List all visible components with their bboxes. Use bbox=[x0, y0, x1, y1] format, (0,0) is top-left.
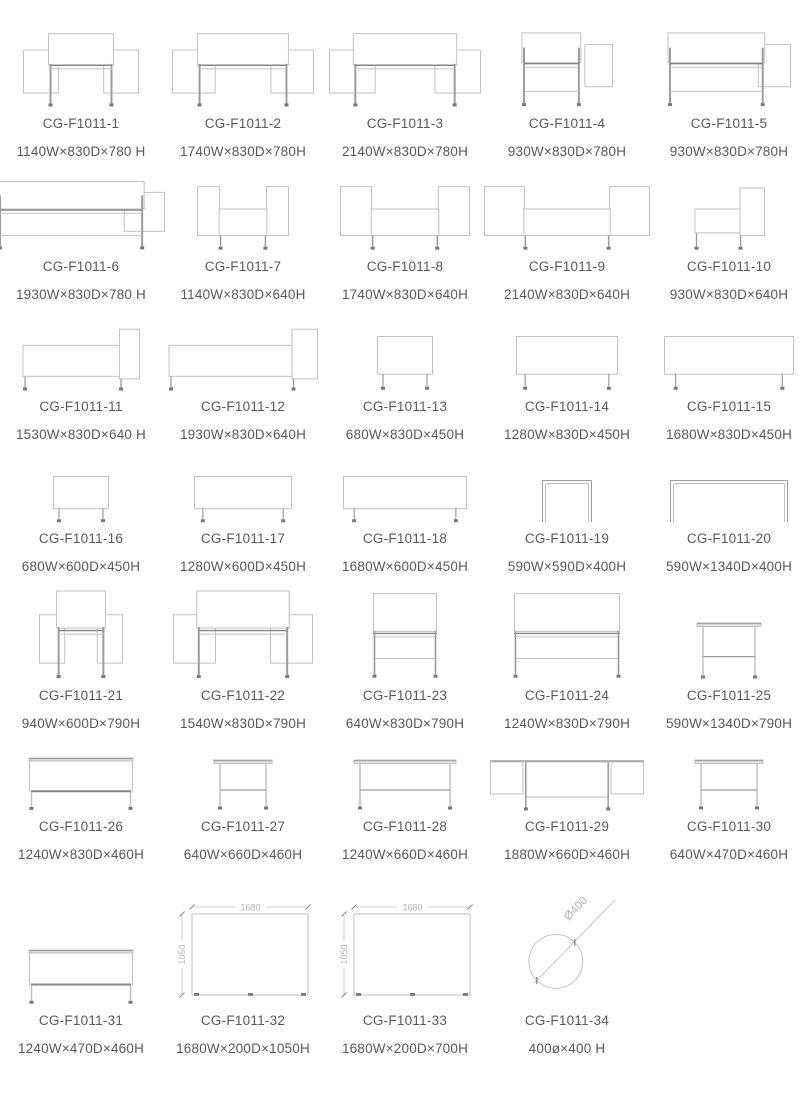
dimensions-label: 930W×830D×640H bbox=[669, 287, 789, 302]
model-label: CG-F1011-18 bbox=[362, 531, 448, 546]
furniture-drawing bbox=[339, 902, 471, 1004]
furniture-sketch bbox=[377, 336, 433, 390]
furniture-sketch bbox=[373, 593, 437, 679]
furniture-drawing bbox=[168, 328, 318, 390]
furniture-sketch bbox=[340, 184, 470, 250]
furniture-sketch bbox=[354, 760, 456, 810]
model-label: CG-F1011-15 bbox=[686, 399, 772, 414]
catalog-item bbox=[648, 170, 810, 313]
dimensions-label: 940W×600D×790H bbox=[21, 716, 141, 731]
model-label: CG-F1011-31 bbox=[38, 1013, 124, 1028]
model-label: CG-F1011-9 bbox=[528, 259, 606, 274]
dimensions-label: 680W×600D×450H bbox=[21, 559, 141, 574]
catalog-item bbox=[324, 170, 486, 313]
catalog-item bbox=[0, 585, 162, 742]
catalog-item bbox=[324, 313, 486, 453]
dimensions-label: 1680W×200D×700H bbox=[341, 1041, 469, 1056]
dimensions-label: 1740W×830D×640H bbox=[341, 287, 469, 302]
dimensions-label: 640W×470D×460H bbox=[669, 847, 789, 862]
model-label: CG-F1011-17 bbox=[200, 531, 286, 546]
model-label: CG-F1011-11 bbox=[39, 399, 123, 414]
catalog-item bbox=[324, 585, 486, 742]
furniture-drawing bbox=[377, 336, 433, 390]
model-label: CG-F1011-3 bbox=[366, 116, 444, 131]
catalog-item bbox=[486, 453, 648, 585]
catalog-item bbox=[486, 170, 648, 313]
furniture-drawing bbox=[511, 892, 623, 1004]
furniture-drawing bbox=[695, 760, 763, 810]
model-label: CG-F1011-8 bbox=[366, 259, 444, 274]
catalog-item bbox=[0, 873, 162, 1067]
model-label: CG-F1011-24 bbox=[524, 688, 610, 703]
dimensions-label: 1680W×200D×1050H bbox=[176, 1041, 310, 1056]
catalog-item bbox=[162, 313, 324, 453]
dimensions-label: 1880W×660D×460H bbox=[503, 847, 631, 862]
furniture-drawing bbox=[214, 760, 272, 810]
dimensions-label: 1540W×830D×790H bbox=[179, 716, 307, 731]
dimensions-label: 590W×1340D×400H bbox=[665, 559, 793, 574]
furniture-sketch bbox=[516, 336, 618, 390]
furniture-drawing bbox=[53, 476, 109, 522]
furniture-sketch bbox=[177, 902, 309, 1004]
furniture-sketch bbox=[0, 178, 165, 250]
furniture-sketch bbox=[664, 336, 794, 390]
dimensions-label: 640W×830D×790H bbox=[345, 716, 465, 731]
model-label: CG-F1011-6 bbox=[42, 259, 120, 274]
catalog-item bbox=[648, 585, 810, 742]
svg-text:1050: 1050 bbox=[177, 944, 187, 965]
dimensions-label: 1280W×600D×450H bbox=[179, 559, 307, 574]
model-label: CG-F1011-34 bbox=[524, 1013, 610, 1028]
furniture-sketch bbox=[511, 892, 623, 1004]
model-label: CG-F1011-19 bbox=[524, 531, 610, 546]
catalog-item bbox=[0, 742, 162, 873]
furniture-drawing bbox=[0, 178, 165, 250]
furniture-sketch bbox=[695, 760, 763, 810]
dimensions-label: 1240W×470D×460H bbox=[17, 1041, 145, 1056]
catalog-item bbox=[162, 0, 324, 170]
furniture-drawing bbox=[697, 623, 761, 679]
model-label: CG-F1011-28 bbox=[362, 819, 448, 834]
model-label: CG-F1011-1 bbox=[42, 116, 120, 131]
furniture-sketch bbox=[194, 476, 292, 522]
dimensions-label: 400ø×400 H bbox=[528, 1041, 606, 1056]
catalog-item bbox=[648, 453, 810, 585]
catalog-item bbox=[0, 313, 162, 453]
furniture-drawing bbox=[194, 476, 292, 522]
dimensions-label: 1680W×600D×450H bbox=[341, 559, 469, 574]
furniture-sketch bbox=[39, 591, 123, 679]
catalog-item bbox=[648, 742, 810, 873]
model-label: CG-F1011-5 bbox=[690, 116, 768, 131]
dimensions-label: 1240W×830D×790H bbox=[503, 716, 631, 731]
furniture-drawing bbox=[670, 480, 788, 522]
furniture-sketch bbox=[514, 593, 620, 679]
dimensions-label: 1740W×830D×780H bbox=[179, 144, 307, 159]
furniture-sketch bbox=[168, 328, 318, 390]
furniture-drawing bbox=[23, 29, 139, 107]
dimensions-label: 590W×590D×400H bbox=[507, 559, 627, 574]
furniture-sketch bbox=[667, 29, 791, 107]
svg-text:1680: 1680 bbox=[240, 902, 261, 913]
furniture-sketch bbox=[670, 480, 788, 522]
catalog-item bbox=[0, 0, 162, 170]
dimensions-label: 1240W×660D×460H bbox=[341, 847, 469, 862]
dimensions-label: 2140W×830D×640H bbox=[503, 287, 631, 302]
furniture-drawing bbox=[197, 184, 289, 250]
furniture-sketch bbox=[521, 29, 613, 107]
furniture-drawing bbox=[484, 184, 650, 250]
catalog-item bbox=[486, 585, 648, 742]
catalog-item bbox=[324, 873, 486, 1067]
model-label: CG-F1011-23 bbox=[362, 688, 448, 703]
catalog-item bbox=[0, 170, 162, 313]
furniture-drawing bbox=[667, 29, 791, 107]
catalog-item bbox=[324, 742, 486, 873]
model-label: CG-F1011-25 bbox=[686, 688, 772, 703]
furniture-sketch bbox=[693, 184, 765, 250]
model-label: CG-F1011-14 bbox=[524, 399, 610, 414]
furniture-drawing bbox=[177, 902, 309, 1004]
furniture-drawing bbox=[39, 591, 123, 679]
furniture-drawing bbox=[373, 593, 437, 679]
catalog-item bbox=[648, 0, 810, 170]
catalog-item bbox=[162, 585, 324, 742]
dimensions-label: 640W×660D×460H bbox=[183, 847, 303, 862]
catalog-item bbox=[648, 313, 810, 453]
model-label: CG-F1011-32 bbox=[200, 1013, 286, 1028]
furniture-drawing bbox=[516, 336, 618, 390]
model-label: CG-F1011-20 bbox=[686, 531, 772, 546]
furniture-drawing bbox=[514, 593, 620, 679]
model-label: CG-F1011-10 bbox=[686, 259, 772, 274]
dimensions-label: 1530W×830D×640 H bbox=[15, 427, 147, 442]
furniture-sketch bbox=[23, 29, 139, 107]
furniture-sketch bbox=[542, 480, 592, 522]
furniture-drawing bbox=[29, 758, 133, 810]
furniture-drawing bbox=[490, 760, 644, 810]
furniture-sketch bbox=[29, 758, 133, 810]
furniture-sketch bbox=[172, 29, 314, 107]
furniture-drawing bbox=[173, 591, 313, 679]
catalog-item bbox=[486, 742, 648, 873]
catalog-item bbox=[324, 0, 486, 170]
dimensions-label: 590W×1340D×790H bbox=[665, 716, 793, 731]
furniture-drawing bbox=[22, 328, 140, 390]
furniture-drawing bbox=[693, 184, 765, 250]
catalog-item bbox=[486, 0, 648, 170]
dimensions-label: 1280W×830D×450H bbox=[503, 427, 631, 442]
furniture-drawing bbox=[340, 184, 470, 250]
furniture-sketch bbox=[29, 950, 133, 1004]
furniture-sketch bbox=[484, 184, 650, 250]
model-label: CG-F1011-13 bbox=[362, 399, 448, 414]
furniture-drawing bbox=[521, 29, 613, 107]
furniture-drawing bbox=[329, 29, 481, 107]
model-label: CG-F1011-4 bbox=[528, 116, 606, 131]
dimensions-label: 1140W×830D×780 H bbox=[16, 144, 146, 159]
svg-text:1050: 1050 bbox=[339, 944, 349, 965]
furniture-drawing bbox=[664, 336, 794, 390]
furniture-drawing bbox=[354, 760, 456, 810]
furniture-sketch bbox=[173, 591, 313, 679]
svg-text:Ø400: Ø400 bbox=[561, 894, 591, 924]
furniture-drawing bbox=[172, 29, 314, 107]
furniture-sketch bbox=[197, 184, 289, 250]
catalog-item bbox=[0, 453, 162, 585]
dimensions-label: 1240W×830D×460H bbox=[17, 847, 145, 862]
dimensions-label: 930W×830D×780H bbox=[507, 144, 627, 159]
dimensions-label: 680W×830D×450H bbox=[345, 427, 465, 442]
catalog-item bbox=[162, 453, 324, 585]
model-label: CG-F1011-22 bbox=[200, 688, 286, 703]
catalog-item bbox=[324, 453, 486, 585]
dimensions-label: 1930W×830D×640H bbox=[179, 427, 307, 442]
dimensions-label: 1930W×830D×780 H bbox=[15, 287, 147, 302]
furniture-sketch bbox=[490, 760, 644, 810]
catalog-item bbox=[486, 313, 648, 453]
model-label: CG-F1011-27 bbox=[200, 819, 286, 834]
dimensions-label: 1680W×830D×450H bbox=[665, 427, 793, 442]
svg-text:1680: 1680 bbox=[402, 902, 423, 913]
dimensions-label: 1140W×830D×640H bbox=[180, 287, 306, 302]
model-label: CG-F1011-7 bbox=[204, 259, 282, 274]
model-label: CG-F1011-33 bbox=[362, 1013, 448, 1028]
furniture-sketch bbox=[53, 476, 109, 522]
model-label: CG-F1011-16 bbox=[38, 531, 124, 546]
furniture-sketch bbox=[339, 902, 471, 1004]
furniture-sketch bbox=[22, 328, 140, 390]
furniture-drawing bbox=[343, 476, 467, 522]
dimensions-label: 2140W×830D×780H bbox=[341, 144, 469, 159]
dimensions-label: 930W×830D×780H bbox=[669, 144, 789, 159]
catalog-item bbox=[162, 170, 324, 313]
model-label: CG-F1011-2 bbox=[204, 116, 282, 131]
furniture-sketch bbox=[329, 29, 481, 107]
model-label: CG-F1011-29 bbox=[524, 819, 610, 834]
furniture-sketch bbox=[343, 476, 467, 522]
model-label: CG-F1011-12 bbox=[200, 399, 286, 414]
model-label: CG-F1011-30 bbox=[686, 819, 772, 834]
furniture-sketch bbox=[697, 623, 761, 679]
furniture-drawing bbox=[29, 950, 133, 1004]
catalog-item bbox=[162, 742, 324, 873]
catalog-item bbox=[162, 873, 324, 1067]
catalog-item bbox=[486, 873, 648, 1067]
furniture-drawing bbox=[542, 480, 592, 522]
furniture-sketch bbox=[214, 760, 272, 810]
model-label: CG-F1011-21 bbox=[38, 688, 124, 703]
model-label: CG-F1011-26 bbox=[38, 819, 124, 834]
